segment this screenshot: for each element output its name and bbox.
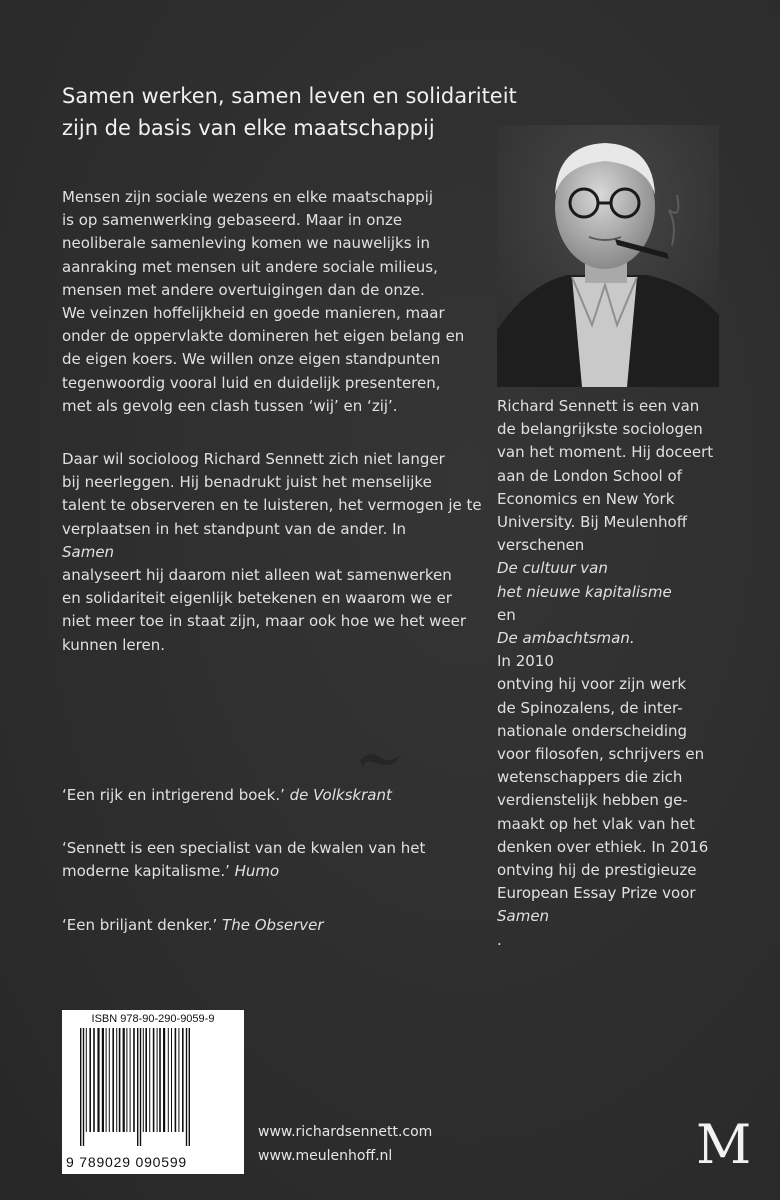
text-line: Mensen zijn sociale wezens en elke maatschappij [62, 188, 433, 206]
text-line: We veinzen hoffelijkheid en goede manieren, maar [62, 304, 445, 323]
quote-line [62, 860, 482, 883]
headline-line: zijn de basis van elke maatschappij [62, 116, 435, 140]
review-quote [62, 914, 482, 937]
barcode-bar [106, 1028, 107, 1132]
barcode-digits: 9 789029 090599 [66, 1154, 187, 1170]
barcode-bar [186, 1028, 187, 1146]
review-quotes [62, 784, 482, 967]
quote-source: Humo [234, 862, 280, 881]
blurb-paragraph-2 [62, 448, 482, 657]
blurb-paragraph-1 [62, 186, 482, 418]
isbn-barcode [62, 1010, 244, 1174]
text-line: aanraking met mensen uit andere sociale milieus, [62, 257, 438, 276]
text-line: en solidariteit eigenlijk betekenen en waarom we er [62, 589, 452, 608]
headline-line: Samen werken, samen leven en solidariteit [62, 84, 517, 108]
author-portrait [497, 125, 719, 387]
book-title: De ambachtsman. [497, 629, 635, 648]
author-photo [497, 125, 719, 387]
barcode-bar [153, 1028, 155, 1132]
bio-line: aan de London School of [497, 466, 682, 485]
barcode-bar [143, 1028, 144, 1132]
quote-source: The Observer [222, 915, 324, 934]
text-line: met als gevolg een clash tussen ‘wij’ en ‘zij’. [62, 396, 398, 415]
text-line: talent te observeren en te luisteren, het vermogen je te [62, 496, 482, 515]
website-link[interactable]: www.richardsennett.com [258, 1124, 433, 1140]
text-line: is op samenwerking gebaseerd. Maar in onze [62, 211, 403, 230]
print-smudge [355, 745, 405, 775]
barcode-bar [171, 1028, 172, 1132]
quote-text: ‘Een briljant denker.’ [62, 915, 218, 934]
publisher-logo: M [696, 1113, 752, 1176]
text-line: onder de oppervlakte domineren het eigen belang en [62, 327, 465, 346]
barcode-bar [116, 1028, 117, 1132]
quote-line [62, 914, 482, 937]
barcode-bar [178, 1028, 179, 1132]
headline [62, 80, 522, 144]
barcode-bar [163, 1028, 165, 1132]
bio-line: wetenschappers die zich [497, 768, 683, 787]
barcode-bar [145, 1028, 147, 1132]
barcode-bar [80, 1028, 81, 1146]
barcode-bar [168, 1028, 169, 1132]
text-line: niet meer toe in staat zijn, maar ook hoe we het weer [62, 612, 466, 631]
websites [258, 1120, 432, 1168]
barcode-bar [140, 1028, 141, 1146]
review-quote [62, 784, 482, 807]
barcode-bar [189, 1028, 190, 1146]
bio-text: en [497, 605, 516, 624]
quote-text: ‘Sennett is een specialist van de kwalen van het [62, 839, 426, 858]
bio-line: verdienstelijk hebben ge- [497, 791, 688, 810]
barcode-bar [112, 1028, 114, 1132]
text-line: Daar wil socioloog Richard Sennett zich niet langer [62, 450, 445, 469]
bio-line: maakt op het vlak van het [497, 814, 695, 833]
bio-line: European Essay Prize voor [497, 884, 696, 903]
barcode-bar [182, 1028, 184, 1132]
bio-text: In 2010 [497, 652, 554, 671]
barcode-bar [102, 1028, 104, 1132]
text-line: analyseert hij daarom niet alleen wat samenwerken [62, 566, 452, 585]
text-line: kunnen leren. [62, 635, 165, 654]
bio-line [497, 534, 737, 580]
bio-line: van het moment. Hij doceert [497, 443, 714, 462]
bio-line: Richard Sennett is een van [497, 397, 700, 415]
text-line: bij neerleggen. Hij benadrukt juist het menselijke [62, 473, 432, 492]
barcode-bar [130, 1028, 131, 1132]
barcode-bar [97, 1028, 99, 1132]
bio-line [497, 627, 737, 673]
author-bio [497, 395, 737, 952]
book-title: Samen [497, 907, 550, 926]
barcode-bar [119, 1028, 121, 1132]
bio-line: Economics en New York [497, 489, 675, 508]
barcode-bar [109, 1028, 110, 1132]
bio-line [497, 905, 737, 951]
barcode-bar [137, 1028, 138, 1146]
barcode-bar [159, 1028, 161, 1132]
text-line: de eigen koers. We willen onze eigen standpunten [62, 350, 441, 369]
bio-line: University. Bij Meulenhoff [497, 513, 688, 532]
barcode-bars [72, 1028, 236, 1146]
isbn-label: ISBN 978-90-290-9059-9 [91, 1013, 215, 1025]
quote-line [62, 784, 482, 807]
text-line [62, 518, 482, 564]
barcode-bar [126, 1028, 127, 1132]
book-title: het nieuwe kapitalisme [497, 582, 672, 601]
text-line: neoliberale samenleving komen we nauwelijks in [62, 234, 430, 253]
bio-line: nationale onderscheiding [497, 721, 688, 740]
bio-line: voor filosofen, schrijvers en [497, 745, 705, 764]
book-title: De cultuur van [497, 559, 608, 578]
bio-text: . [497, 930, 502, 949]
bio-line: ontving hij de prestigieuze [497, 861, 697, 880]
bio-line: ontving hij voor zijn werk [497, 675, 687, 694]
quote-text: moderne kapitalisme.’ [62, 862, 230, 881]
barcode-bar [175, 1028, 177, 1132]
text-line: tegenwoordig vooral luid en duidelijk presenteren, [62, 373, 441, 392]
blurb [62, 186, 482, 687]
barcode-bar [83, 1028, 84, 1146]
bio-line: de Spinozalens, de inter- [497, 698, 683, 717]
bio-text: verschenen [497, 536, 585, 555]
website-link[interactable]: www.meulenhoff.nl [258, 1148, 393, 1164]
quote-text: ‘Een rijk en intrigerend boek.’ [62, 786, 285, 804]
barcode-bar [133, 1028, 135, 1132]
quote-source: de Volkskrant [289, 786, 392, 804]
barcode-bar [89, 1028, 91, 1132]
barcode-bar [157, 1028, 158, 1132]
book-title: Samen [62, 542, 115, 561]
barcode-bar [86, 1028, 87, 1132]
text-line: mensen met andere overtuigingen dan de onze. [62, 280, 425, 299]
bio-line [497, 581, 737, 627]
bio-line: de belangrijkste sociologen [497, 420, 703, 439]
barcode-bar [123, 1028, 125, 1132]
barcode-bar [149, 1028, 150, 1132]
review-quote [62, 837, 482, 883]
text-fragment: verplaatsen in het standpunt van de ander. In [62, 519, 407, 538]
bio-line: denken over ethiek. In 2016 [497, 837, 709, 856]
barcode-bar [93, 1028, 95, 1132]
